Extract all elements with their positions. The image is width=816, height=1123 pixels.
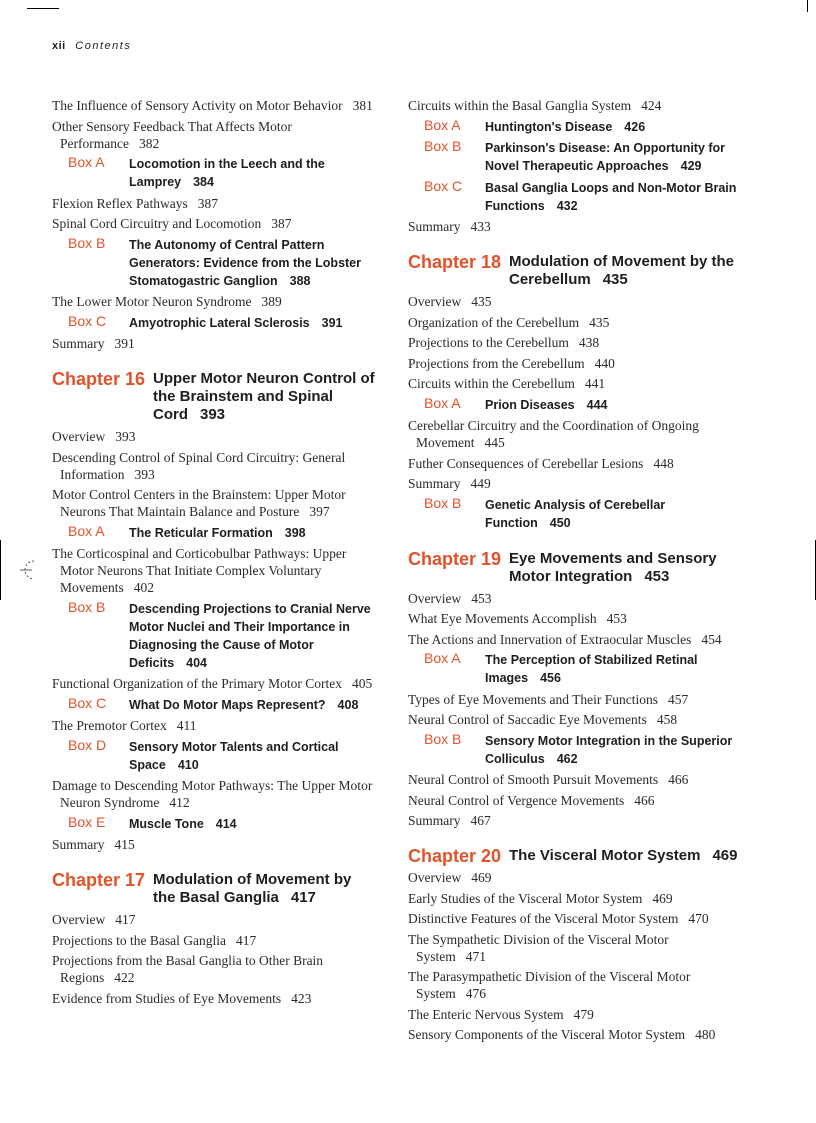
toc-chapter-title: Eye Movements and Sensory Motor Integration <box>509 549 717 585</box>
toc-box-entry <box>129 740 339 772</box>
toc-box <box>424 118 738 136</box>
toc-entry-title: Summary <box>408 476 461 491</box>
toc-box-entry <box>129 238 361 288</box>
toc-chapter-label: Chapter 19 <box>408 548 502 569</box>
toc-entry <box>408 334 738 351</box>
toc-entry-title: Flexion Reflex Pathways <box>52 195 188 211</box>
toc-entry-title: Projections from the Cerebellum <box>408 355 585 371</box>
toc-entry-title: Other Sensory Feedback That Affects Motor Performance <box>52 118 292 151</box>
toc-entry-page: 391 <box>114 336 135 351</box>
toc-entry-page: 466 <box>634 792 655 808</box>
toc-box-title: The Reticular Formation <box>129 525 273 540</box>
toc-entry-title: Projections to the Basal Ganglia <box>52 932 226 948</box>
toc-entry-title: Motor Control Centers in the Brainstem: Upper Motor Neurons That Maintain Balance and Posture <box>52 487 346 519</box>
toc-box-label: Box B <box>68 598 106 615</box>
toc-entry-page: 441 <box>584 376 606 391</box>
toc-entry-title: Neural Control of Smooth Pursuit Movements <box>408 772 659 787</box>
toc-box <box>68 524 377 542</box>
toc-box <box>68 738 377 774</box>
toc-chapter-entry <box>153 370 377 424</box>
toc-box <box>68 236 377 290</box>
toc-entry-page: 454 <box>701 631 722 647</box>
toc-entry-title: Neural Control of Vergence Movements <box>408 792 625 808</box>
toc-box-label: Box D <box>68 736 107 753</box>
toc-entry <box>52 911 377 928</box>
toc-entry-page: 469 <box>652 890 673 906</box>
toc-entry-title: Summary <box>408 219 461 234</box>
toc-entry-title: The Actions and Innervation of Extraocular Muscles <box>408 631 692 647</box>
toc-entry <box>52 449 377 483</box>
toc-entry-page: 424 <box>641 98 662 113</box>
toc-entry <box>408 711 738 728</box>
toc-entry <box>52 952 377 986</box>
toc-chapter-label: Chapter 17 <box>52 870 146 890</box>
toc-entry-title: Overview <box>52 429 106 444</box>
toc-entry <box>408 869 738 886</box>
toc-box-title: Sensory Motor Integration in the Superior Colliculus <box>485 733 733 766</box>
toc-entry-title: The Influence of Sensory Activity on Motor Behavior <box>52 98 343 113</box>
toc-box-page: 410 <box>177 757 199 772</box>
toc-entry-title: Functional Organization of the Primary Motor Cortex <box>52 676 342 691</box>
toc-entry-page: 467 <box>470 813 491 828</box>
toc-chapter-heading <box>408 253 738 289</box>
toc-chapter-heading <box>408 550 738 586</box>
toc-box-page: 426 <box>624 119 646 134</box>
toc-box-page: 429 <box>680 159 702 173</box>
toc-entry-title: Overview <box>52 912 106 927</box>
toc-chapter-title: Modulation of Movement by the Basal Ganglia <box>153 871 352 906</box>
toc-entry-page: 448 <box>653 455 674 471</box>
toc-entry-title: Overview <box>408 294 462 309</box>
toc-box <box>424 396 738 414</box>
toc-chapter-heading <box>52 370 377 424</box>
toc-entry-page: 453 <box>471 590 492 606</box>
toc-box-title: Parkinson's Disease: An Opportunity for Novel Therapeutic Approaches <box>485 141 726 173</box>
registration-mark-icon <box>20 558 50 584</box>
toc-entry-page: 412 <box>169 795 190 810</box>
toc-chapter-page: 393 <box>200 406 226 423</box>
toc-box-page: 404 <box>186 655 208 670</box>
toc-entry <box>52 545 377 596</box>
toc-entry <box>52 486 377 520</box>
toc-box-page: 450 <box>549 515 571 530</box>
toc-box <box>424 732 738 768</box>
toc-entry-page: 382 <box>138 135 160 151</box>
toc-entry <box>408 293 738 310</box>
toc-entry <box>408 475 738 492</box>
toc-box-title: What Do Motor Maps Represent? <box>129 697 326 712</box>
toc-entry <box>408 771 738 788</box>
toc-box-title: Prion Diseases <box>485 397 575 412</box>
toc-entry <box>408 1026 738 1043</box>
toc-box <box>68 155 377 191</box>
toc-box <box>424 179 738 215</box>
toc-box-label: Box B <box>68 234 106 251</box>
toc-box-entry <box>129 157 325 189</box>
toc-chapter-label: Chapter 16 <box>52 369 146 389</box>
toc-entry <box>408 455 738 472</box>
toc-entry-title: Organization of the Cerebellum <box>408 314 580 330</box>
toc-entry <box>52 717 377 734</box>
crop-mark-top-right <box>807 0 808 12</box>
toc-box-entry <box>129 698 358 712</box>
toc-entry-title: The Lower Motor Neuron Syndrome <box>52 294 252 309</box>
toc-entry <box>408 968 738 1002</box>
toc-chapter-page: 435 <box>602 271 628 288</box>
toc-chapter-title: Modulation of Movement by the Cerebellum <box>509 253 734 288</box>
toc-entry <box>52 836 377 853</box>
toc-box-entry <box>129 817 237 831</box>
toc-entry-page: 415 <box>114 837 135 852</box>
toc-entry <box>408 931 738 965</box>
toc-entry-page: 469 <box>471 870 492 885</box>
toc-entry-title: Projections to the Cerebellum <box>408 335 569 350</box>
toc-chapter-title: The Visceral Motor System <box>509 847 701 864</box>
toc-entry <box>408 417 738 451</box>
toc-entry <box>408 792 738 809</box>
toc-box-page: 456 <box>540 671 561 685</box>
toc-entry-title: Projections from the Basal Ganglia to Other Brain Regions <box>52 953 324 985</box>
toc-entry <box>52 335 377 352</box>
toc-entry <box>52 990 377 1007</box>
crop-mark-top-left <box>27 8 59 9</box>
toc-box-entry <box>485 181 736 213</box>
toc-entry <box>52 215 377 232</box>
toc-entry <box>52 118 377 152</box>
toc-box-label: Box B <box>424 730 462 747</box>
toc-box-label: Box A <box>424 394 461 411</box>
toc-entry-page: 381 <box>352 98 373 113</box>
toc-entry <box>52 97 377 114</box>
toc-chapter-page: 417 <box>290 889 316 906</box>
toc-entry <box>408 590 738 607</box>
toc-entry <box>52 777 377 811</box>
toc-box <box>68 314 377 332</box>
toc-entry <box>52 293 377 310</box>
toc-entry-page: 471 <box>465 948 487 964</box>
toc-box-entry <box>485 120 645 134</box>
toc-box <box>424 496 738 532</box>
toc-entry-title: Circuits within the Cerebellum <box>408 376 575 391</box>
toc-entry <box>408 890 738 907</box>
toc-entry-page: 479 <box>573 1006 594 1022</box>
toc-entry-title: Overview <box>408 590 462 606</box>
toc-entry-title: Neural Control of Saccadic Eye Movements <box>408 712 647 727</box>
toc-box-page: 462 <box>556 751 578 766</box>
toc-entry-page: 405 <box>351 676 373 691</box>
toc-entry <box>408 812 738 829</box>
toc-box-title: Descending Projections to Cranial Nerve Motor Nuclei and Their Importance in Diagnosing the Cause of Motor Deficits <box>129 601 371 670</box>
toc-entry-title: Evidence from Studies of Eye Movements <box>52 990 282 1006</box>
toc-entry-page: 466 <box>668 772 689 787</box>
toc-entry <box>408 355 738 372</box>
toc-box-title: The Perception of Stabilized Retinal Images <box>485 653 698 685</box>
toc-entry-page: 470 <box>688 911 709 926</box>
toc-entry <box>408 910 738 927</box>
toc-box-title: The Autonomy of Central Pattern Generators: Evidence from the Lobster Stomatogastric Ganglion <box>129 237 362 288</box>
toc-entry-title: Summary <box>52 837 105 852</box>
toc-box-label: Box C <box>424 177 463 194</box>
toc-entry-title: Circuits within the Basal Ganglia System <box>408 98 632 113</box>
toc-entry-page: 445 <box>484 435 505 450</box>
toc-box-page: 384 <box>193 175 214 189</box>
toc-entry <box>408 314 738 331</box>
toc-chapter-label: Chapter 18 <box>408 252 502 272</box>
toc-box-page: 444 <box>586 397 608 412</box>
toc-box <box>68 815 377 833</box>
toc-entry-page: 480 <box>695 1027 716 1042</box>
toc-chapter-heading <box>52 871 377 907</box>
toc-entry-title: Descending Control of Spinal Cord Circuitry: General Information <box>52 449 346 482</box>
toc-chapter-entry <box>509 550 738 586</box>
toc-box-label: Box A <box>424 116 461 133</box>
toc-box-page: 432 <box>556 198 578 213</box>
toc-entry <box>408 218 738 235</box>
toc-box-page: 398 <box>284 525 306 540</box>
toc-entry-page: 417 <box>115 912 136 927</box>
toc-box-entry <box>485 734 732 766</box>
toc-chapter-label: Chapter 20 <box>408 846 502 866</box>
toc-box-label: Box C <box>68 312 107 329</box>
toc-chapter-page: 453 <box>644 567 670 585</box>
toc-box-label: Box E <box>68 813 106 830</box>
toc-box <box>424 651 738 687</box>
running-header <box>52 40 131 52</box>
toc-box-label: Box B <box>424 494 462 511</box>
toc-entry <box>52 428 377 445</box>
toc-entry-page: 387 <box>197 195 218 211</box>
toc-entry-page: 433 <box>470 219 491 234</box>
toc-entry <box>408 97 738 114</box>
toc-box-label: Box A <box>424 650 461 666</box>
toc-box <box>68 600 377 672</box>
toc-chapter-entry <box>153 871 377 907</box>
toc-box-label: Box B <box>424 138 462 154</box>
toc-box-title: Huntington's Disease <box>485 119 613 134</box>
toc-box-title: Amyotrophic Lateral Sclerosis <box>129 315 310 330</box>
toc-entry-page: 435 <box>589 314 610 330</box>
toc-entry-title: Early Studies of the Visceral Motor System <box>408 890 643 906</box>
toc-entry <box>52 932 377 949</box>
toc-right-column <box>408 97 738 1047</box>
toc-chapter-page: 469 <box>712 847 738 864</box>
toc-entry-page: 387 <box>271 216 292 231</box>
toc-entry-page: 402 <box>133 580 154 595</box>
toc-entry-page: 449 <box>470 476 491 491</box>
toc-entry-title: Summary <box>408 813 461 828</box>
crop-mark-left <box>0 540 1 600</box>
toc-box-label: Box A <box>68 154 105 170</box>
toc-chapter-entry <box>509 253 738 289</box>
toc-chapter-heading <box>408 847 738 865</box>
toc-entry-page: 458 <box>656 712 678 727</box>
toc-entry-page: 422 <box>114 970 135 985</box>
toc-entry-title: The Enteric Nervous System <box>408 1006 564 1022</box>
toc-box-title: Locomotion in the Leech and the Lamprey <box>129 157 325 189</box>
toc-entry-title: The Parasympathetic Division of the Visceral Motor System <box>408 969 691 1001</box>
toc-entry-title: Spinal Cord Circuitry and Locomotion <box>52 216 262 231</box>
toc-entry-title: Futher Consequences of Cerebellar Lesions <box>408 455 644 471</box>
toc-box-entry <box>485 141 725 173</box>
toc-entry-page: 417 <box>235 932 257 948</box>
toc-entry-title: The Premotor Cortex <box>52 718 167 733</box>
toc-box <box>68 696 377 714</box>
toc-entry <box>408 375 738 392</box>
toc-entry-title: Types of Eye Movements and Their Functions <box>408 691 659 707</box>
toc-entry-page: 438 <box>578 335 600 350</box>
toc-entry <box>52 675 377 692</box>
toc-entry-page: 397 <box>309 504 330 519</box>
toc-entry <box>408 691 738 708</box>
toc-entry-title: Cerebellar Circuitry and the Coordination of Ongoing Movement <box>408 418 699 450</box>
toc-box-page: 414 <box>215 816 237 831</box>
toc-entry-title: Overview <box>408 870 462 885</box>
toc-left-column <box>52 97 377 1010</box>
toc-box-entry <box>129 602 371 670</box>
toc-entry-title: What Eye Movements Accomplish <box>408 611 597 626</box>
toc-box-title: Muscle Tone <box>129 816 204 831</box>
toc-box-title: Basal Ganglia Loops and Non-Motor Brain Functions <box>485 180 737 213</box>
toc-entry-page: 411 <box>176 718 197 733</box>
toc-entry-page: 453 <box>606 611 627 626</box>
toc-box-page: 391 <box>321 315 343 330</box>
toc-entry <box>408 631 738 648</box>
header-title: Contents <box>75 40 132 52</box>
toc-entry-title: Damage to Descending Motor Pathways: The Upper Motor Neuron Syndrome <box>52 778 373 810</box>
toc-box-entry <box>129 526 306 540</box>
toc-chapter-entry <box>509 847 738 865</box>
toc-box-entry <box>485 398 608 412</box>
toc-box-label: Box C <box>68 694 107 711</box>
toc-entry-title: Sensory Components of the Visceral Motor System <box>408 1027 686 1042</box>
toc-entry-page: 389 <box>261 294 282 309</box>
toc-entry <box>52 195 377 212</box>
toc-box-page: 388 <box>289 273 311 288</box>
toc-box-entry <box>485 653 698 685</box>
toc-box-entry <box>485 498 665 530</box>
toc-box-title: Genetic Analysis of Cerebellar Function <box>485 497 666 530</box>
toc-entry-page: 393 <box>134 466 155 482</box>
toc-entry-page: 457 <box>668 691 689 707</box>
header-page-number: xii <box>52 40 66 52</box>
toc-entry-page: 435 <box>471 294 492 309</box>
toc-box-title: Sensory Motor Talents and Cortical Space <box>129 739 339 772</box>
toc-entry-page: 423 <box>291 990 312 1006</box>
toc-entry-page: 476 <box>465 986 487 1001</box>
toc-entry <box>408 610 738 627</box>
toc-entry-page: 440 <box>594 355 615 371</box>
toc-entry <box>408 1006 738 1023</box>
toc-box-label: Box A <box>68 522 105 539</box>
toc-box-page: 408 <box>337 697 359 712</box>
toc-box <box>424 139 738 175</box>
toc-entry-title: Distinctive Features of the Visceral Motor System <box>408 911 679 926</box>
toc-box-entry <box>129 316 342 330</box>
toc-entry-title: The Corticospinal and Corticobulbar Pathways: Upper Motor Neurons That Initiate Complex Voluntary Movements <box>52 546 347 595</box>
toc-chapter-title: Upper Motor Neuron Control of the Brainstem and Spinal Cord <box>153 370 375 423</box>
toc-entry-page: 393 <box>115 429 136 444</box>
toc-entry-title: The Sympathetic Division of the Visceral Motor System <box>408 931 669 964</box>
toc-entry-title: Summary <box>52 336 105 351</box>
